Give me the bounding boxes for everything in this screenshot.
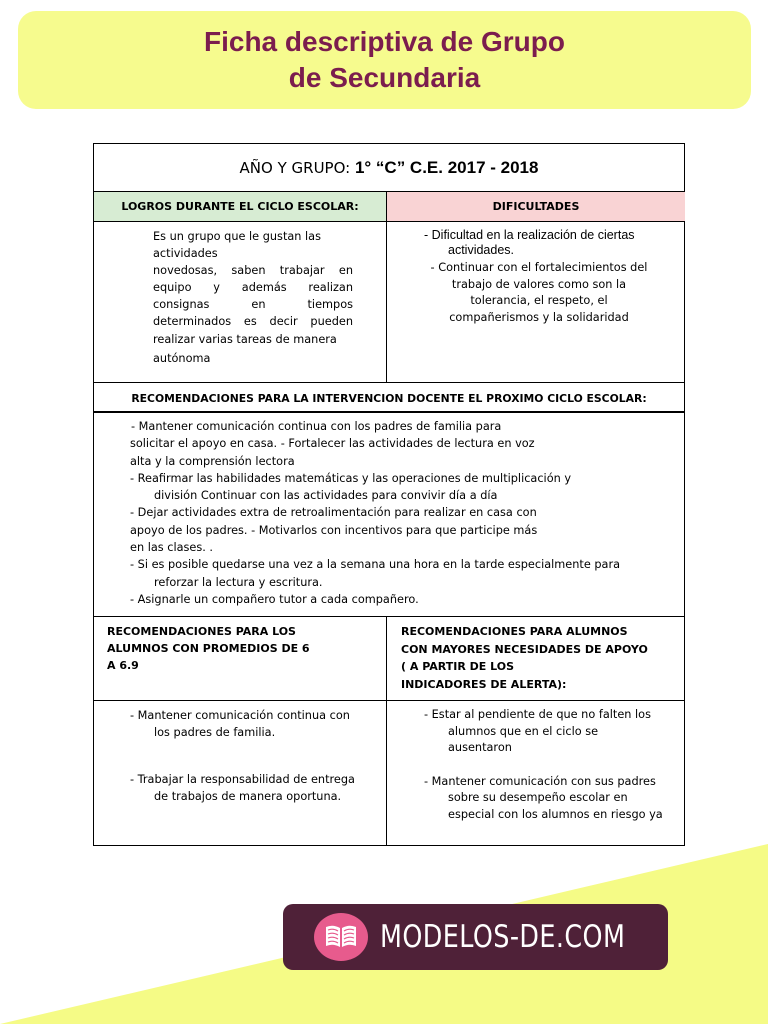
- logros-header: LOGROS DURANTE EL CICLO ESCOLAR:: [94, 192, 386, 221]
- dificultades-line: tolerancia, el respeto, el: [470, 294, 608, 307]
- page-header: [18, 11, 751, 109]
- promedios-header-line: RECOMENDACIONES PARA LOS: [107, 625, 296, 638]
- descriptive-form: [93, 143, 685, 846]
- dificultades-line: - Continuar con el fortalecimientos del: [430, 261, 648, 274]
- divider: [94, 700, 684, 701]
- recomendaciones-line: apoyo de los padres. - Motivarlos con incentivos para que participe más: [130, 523, 538, 537]
- dificultades-line: trabajo de valores como son la: [451, 277, 627, 291]
- logros-line: realizar varias tareas de manera: [153, 333, 337, 346]
- promedios-list: [130, 707, 380, 805]
- promedios-line: de trabajos de manera oportuna.: [154, 790, 342, 803]
- recomendaciones-line: reforzar la lectura y escritura.: [154, 575, 323, 589]
- apoyo-line: - Mantener comunicación con sus padres: [424, 774, 656, 788]
- promedios-line: los padres de familia.: [154, 726, 276, 739]
- apoyo-line: - Estar al pendiente de que no falten los: [424, 708, 651, 721]
- divider: [94, 382, 684, 383]
- logo-text: MODELOS-DE.COM: [380, 919, 626, 955]
- divider: [94, 221, 684, 222]
- promedios-line: - Trabajar la responsabilidad de entrega: [130, 773, 355, 786]
- column-divider: [386, 192, 387, 382]
- year-group-label: AÑO Y GRUPO:: [239, 158, 351, 177]
- recomendaciones-line: división Continuar con las actividades para convivir día a día: [154, 489, 498, 503]
- recomendaciones-line: alta y la comprensión lectora: [130, 454, 295, 468]
- recomendaciones-line: en las clases. .: [130, 541, 214, 555]
- apoyo-header-line: ( A PARTIR DE LOS: [401, 660, 515, 673]
- recomendaciones-line: - Reafirmar las habilidades matemáticas y las operaciones de multiplicación y: [130, 471, 572, 485]
- divider: [94, 616, 684, 617]
- logros-line: consignas en tiempos: [153, 298, 353, 311]
- promedios-header: [107, 623, 377, 674]
- year-group-title: [94, 144, 684, 191]
- dificultades-line: compañerismos y la solidaridad: [449, 310, 629, 324]
- title-line-2: de Secundaria: [288, 62, 481, 93]
- logros-line: Es un grupo que le gustan las: [153, 230, 321, 243]
- logros-line: equipo y además realizan: [153, 281, 353, 294]
- apoyo-header-line: RECOMENDACIONES PARA ALUMNOS: [401, 625, 628, 638]
- apoyo-line: sobre su desempeño escolar en: [448, 791, 628, 804]
- apoyo-header-line: CON MAYORES NECESIDADES DE APOYO: [401, 642, 648, 656]
- site-logo[interactable]: [283, 904, 668, 970]
- dificultades-header: DIFICULTADES: [387, 192, 685, 221]
- recomendaciones-line: - Asignarle un compañero tutor a cada compañero.: [130, 592, 419, 606]
- logros-line: determinados es decir pueden: [153, 315, 353, 328]
- apoyo-line: especial con los alumnos en riesgo ya: [448, 807, 663, 821]
- column-divider: [386, 616, 387, 846]
- dificultades-item-1: [424, 228, 684, 258]
- promedios-header-line: A 6.9: [107, 659, 139, 672]
- recomendaciones-title: RECOMENDACIONES PARA LA INTERVENCION DOCENTE EL PROXIMO CICLO ESCOLAR:: [131, 391, 647, 405]
- logros-line: novedosas, saben trabajar en: [153, 264, 353, 277]
- divider: [94, 411, 684, 413]
- apoyo-list: [424, 707, 684, 823]
- apoyo-line: ausentaron: [448, 741, 512, 754]
- logros-text: [153, 228, 353, 367]
- apoyo-header: [401, 623, 683, 693]
- logros-line: autónoma: [153, 352, 211, 365]
- apoyo-header-line: INDICADORES DE ALERTA):: [401, 677, 567, 691]
- apoyo-line: alumnos que en el ciclo se: [448, 724, 599, 738]
- recomendaciones-line: solicitar el apoyo en casa. - Fortalecer las actividades de lectura en voz: [130, 437, 535, 451]
- recomendaciones-line: - Si es posible quedarse una vez a la semana una hora en la tarde especialmente para: [130, 558, 621, 572]
- promedios-line: - Mantener comunicación continua con: [130, 709, 350, 722]
- page-title: [204, 24, 565, 96]
- year-group-value: 1° “C” C.E. 2017 - 2018: [354, 157, 539, 177]
- book-icon: [314, 913, 368, 961]
- dificultades-item-2: [394, 260, 684, 326]
- logros-line: actividades: [153, 247, 218, 260]
- recomendaciones-line: - Dejar actividades extra de retroalimentación para realizar en casa con: [130, 506, 537, 520]
- recomendaciones-line: - Mantener comunicación continua con los padres de familia para: [131, 420, 502, 433]
- dificultades-line: actividades.: [448, 243, 515, 257]
- promedios-header-line: ALUMNOS CON PROMEDIOS DE 6: [107, 642, 310, 655]
- title-line-1: Ficha descriptiva de Grupo: [204, 26, 565, 57]
- recomendaciones-list: [130, 418, 680, 608]
- dificultades-line: - Dificultad en la realización de ciertas: [424, 228, 635, 242]
